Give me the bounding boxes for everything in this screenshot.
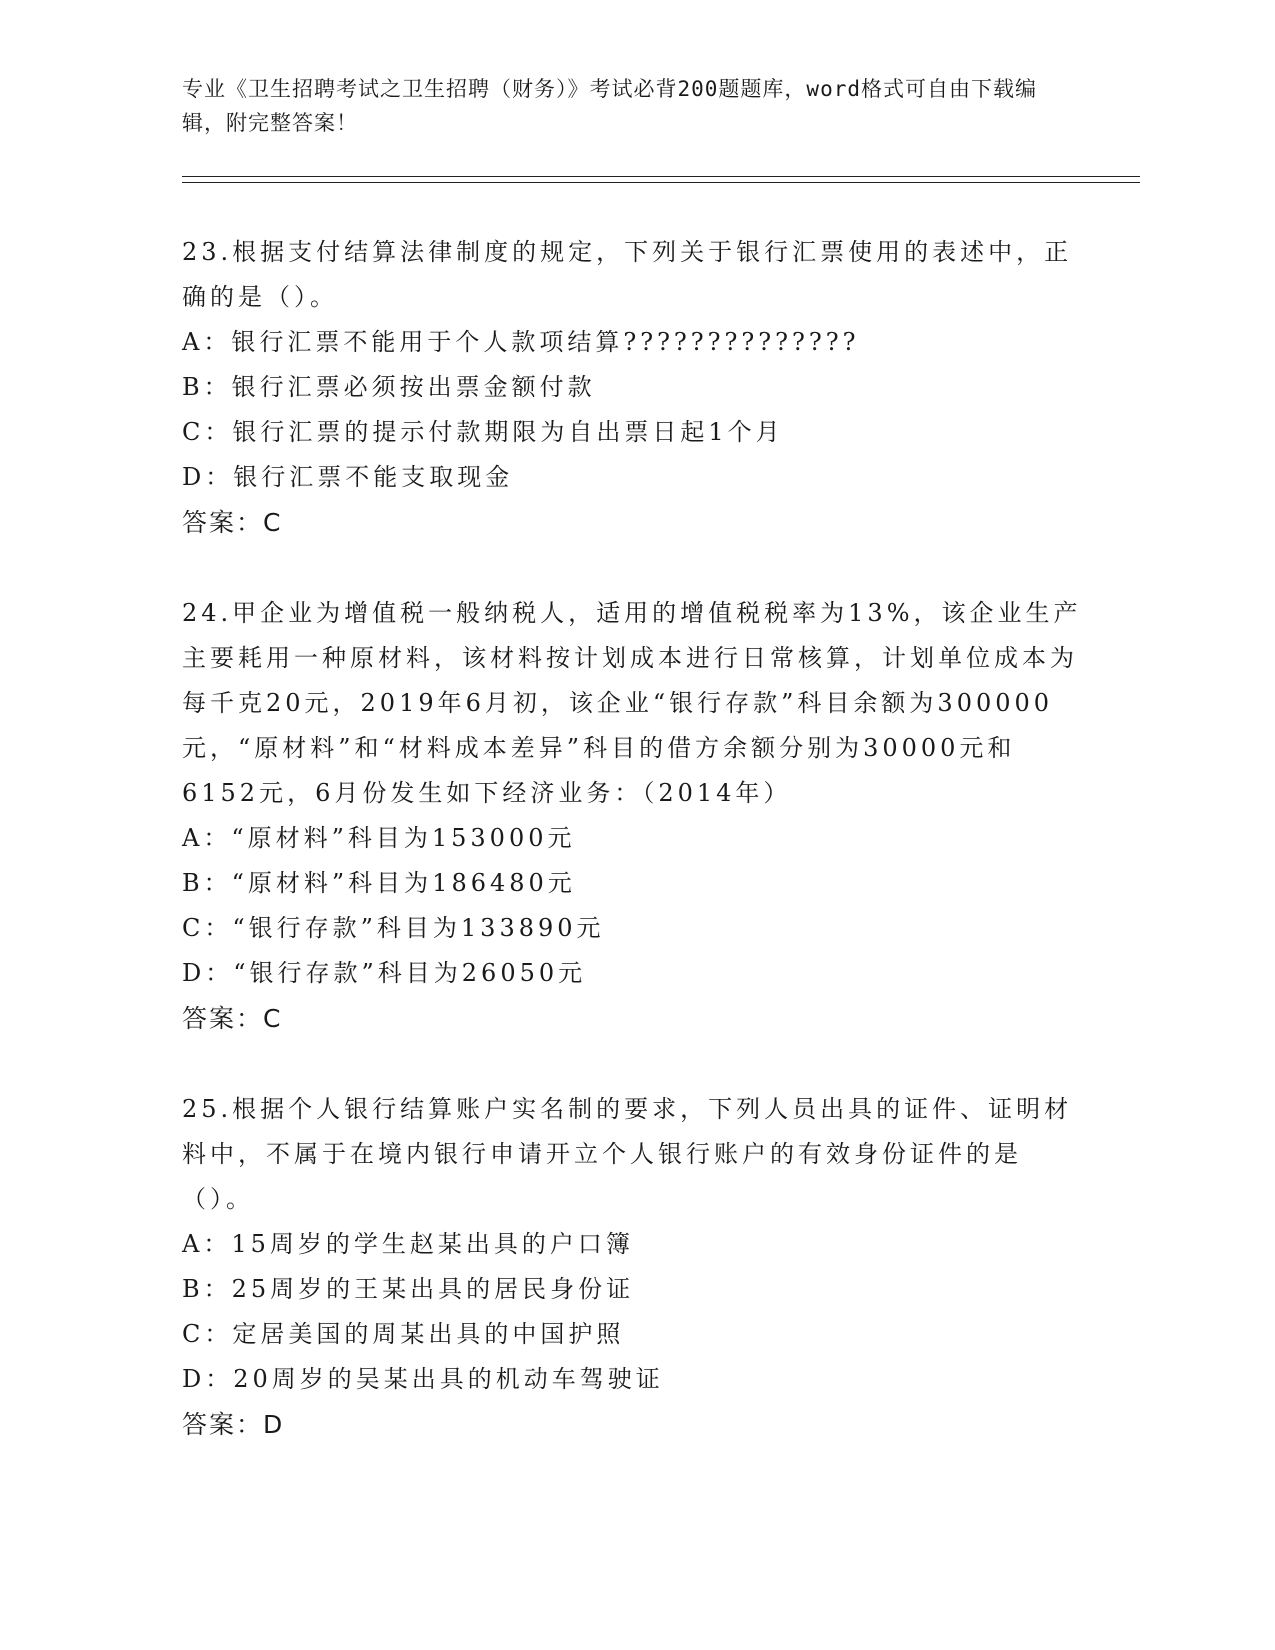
option-list (182, 816, 1082, 996)
question-list (182, 230, 1082, 1447)
answer-label: 答案：C (182, 508, 283, 537)
question-stem: 23.根据支付结算法律制度的规定，下列关于银行汇票使用的表述中，正确的是（）。 (182, 238, 1073, 311)
header-divider-bottom (182, 182, 1140, 183)
option-c: C：银行汇票的提示付款期限为自出票日起1个月 (182, 418, 784, 446)
option-list (182, 320, 1082, 500)
question-spacer (182, 545, 1082, 591)
question-24 (182, 591, 1082, 1041)
question-stem: 24.甲企业为增值税一般纳税人，适用的增值税税率为13%，该企业生产主要耗用一种原材料，该材料按计划成本进行日常核算，计划单位成本为每千克20元，2019年6月初，该企业“银行存款”科目余额为300000元，“原材料”和“材料成本差异”科目的借方余额分别为30000元和6152元，6月份发生如下经济业务：（2014年） (182, 599, 1082, 807)
question-spacer (182, 1041, 1082, 1087)
answer-label: 答案：C (182, 1004, 283, 1033)
option-a: A：银行汇票不能用于个人款项结算?????????????? (182, 328, 860, 356)
question-stem: 25.根据个人银行结算账户实名制的要求，下列人员出具的证件、证明材料中，不属于在境内银行申请开立个人银行账户的有效身份证件的是（）。 (182, 1095, 1073, 1213)
option-d: D：银行汇票不能支取现金 (182, 463, 514, 491)
question-23 (182, 230, 1082, 545)
option-c: C：“银行存款”科目为133890元 (182, 914, 605, 942)
option-c: C：定居美国的周某出具的中国护照 (182, 1320, 625, 1348)
document-header: 专业《卫生招聘考试之卫生招聘（财务）》考试必背200题题库，word格式可自由下载编辑，附完整答案！ (182, 77, 1037, 135)
question-25 (182, 1087, 1082, 1447)
answer-label: 答案：D (182, 1410, 285, 1439)
option-list (182, 1222, 1082, 1402)
option-d: D：20周岁的吴某出具的机动车驾驶证 (182, 1365, 664, 1393)
header-divider-top (182, 176, 1140, 177)
option-d: D：“银行存款”科目为26050元 (182, 959, 587, 987)
option-b: B：银行汇票必须按出票金额付款 (182, 373, 596, 401)
option-a: A：15周岁的学生赵某出具的户口簿 (182, 1230, 634, 1258)
option-b: B：25周岁的王某出具的居民身份证 (182, 1275, 635, 1303)
option-a: A：“原材料”科目为153000元 (182, 824, 576, 852)
option-b: B：“原材料”科目为186480元 (182, 869, 576, 897)
